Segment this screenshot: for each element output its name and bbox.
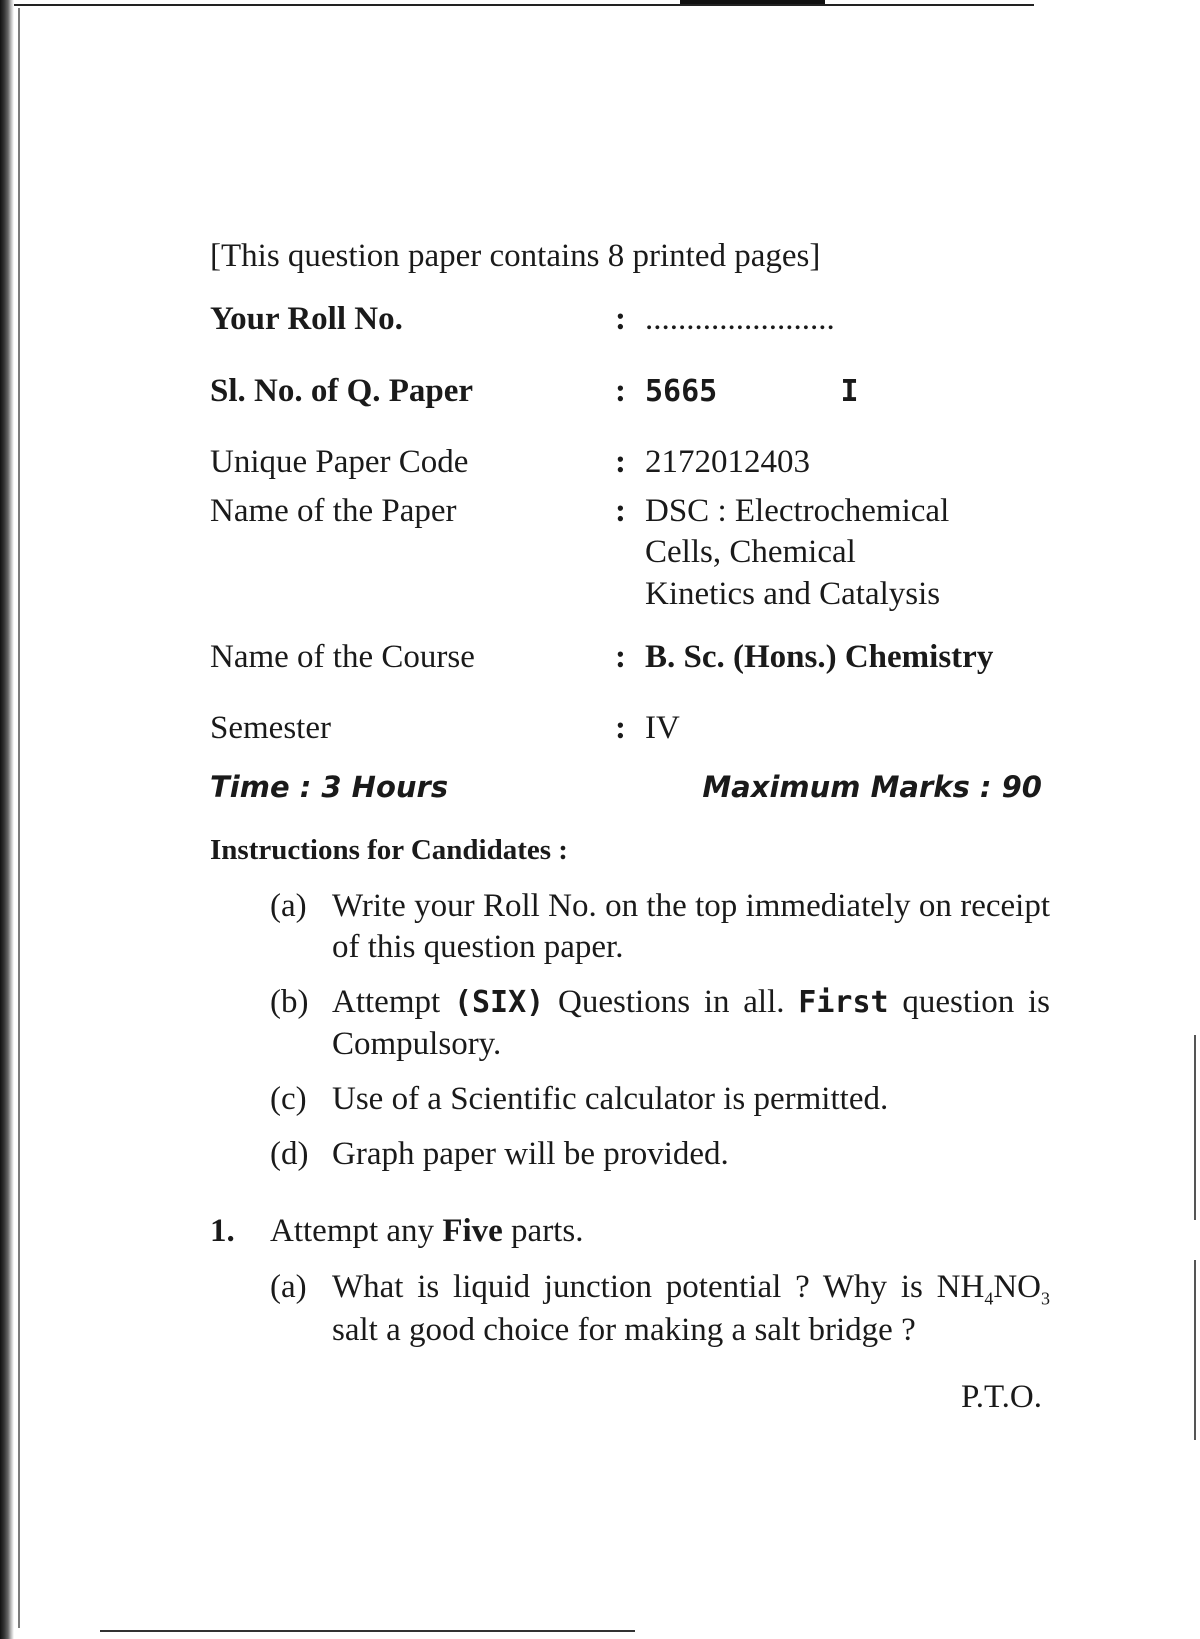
- item-text: What is liquid junction potential ? Why is $NH_4NO_3$ salt a good choice for making a salt bridge ?: [332, 1268, 1050, 1348]
- scan-edge-bottom: [100, 1630, 635, 1632]
- scan-edge-left-line: [18, 8, 20, 1628]
- meta-serial-row: [210, 371, 1050, 412]
- page-count-note: [This question paper contains 8 printed pages]: [210, 238, 821, 274]
- scan-edge-top-mark: [680, 0, 825, 4]
- meta-paper-row: [210, 491, 1050, 615]
- item-letter: (a): [270, 887, 307, 924]
- meta-label: Name of the Paper: [210, 493, 457, 529]
- instructions-heading: Instructions for Candidates :: [210, 833, 568, 866]
- meta-course-row: [210, 637, 1050, 678]
- item-letter: (a): [270, 1268, 307, 1305]
- serial-number: 5665: [645, 373, 718, 409]
- please-turn-over: P.T.O.: [961, 1378, 1042, 1415]
- item-letter: (b): [270, 984, 309, 1021]
- item-text: Use of a Scientific calculator is permitted.: [332, 1080, 889, 1117]
- meta-colon: :: [615, 638, 626, 675]
- paper-name-line: DSC : Electrochemical: [645, 493, 950, 529]
- instructions-list: [270, 886, 1050, 1176]
- item-text: Attempt (SIX) Questions in all. First question is Compulsory.: [332, 984, 1050, 1062]
- question-number: 1.: [210, 1213, 235, 1250]
- meta-colon: :: [615, 301, 626, 338]
- roll-number-blank: .......................: [645, 301, 835, 338]
- question-part-a: [270, 1267, 1050, 1351]
- meta-label: Semester: [210, 710, 331, 746]
- paper-name: [645, 491, 1050, 615]
- item-letter: (c): [270, 1080, 307, 1117]
- paper-name-line: Cells, Chemical: [645, 534, 856, 571]
- course-name: B. Sc. (Hons.) Chemistry: [645, 638, 994, 675]
- scan-edge-right: [1194, 1260, 1196, 1440]
- meta-label: Sl. No. of Q. Paper: [210, 372, 474, 409]
- meta-upc-row: [210, 442, 1050, 483]
- meta-label: Your Roll No.: [210, 301, 403, 338]
- instruction-item: [270, 1079, 1050, 1120]
- scan-edge-right: [1194, 1035, 1196, 1220]
- meta-roll-row: [210, 299, 1050, 340]
- unique-paper-code: 2172012403: [645, 443, 810, 480]
- meta-colon: :: [615, 493, 626, 529]
- scan-edge-left: [0, 0, 14, 1639]
- item-text: Write your Roll No. on the top immediately on receipt of this question paper.: [332, 887, 1050, 965]
- question-instruction: Attempt any Five parts.: [270, 1213, 584, 1250]
- meta-semester-row: [210, 708, 1050, 749]
- meta-colon: :: [615, 443, 626, 480]
- question-1: [210, 1211, 1050, 1351]
- meta-label: Unique Paper Code: [210, 443, 469, 480]
- scan-edge-top: [14, 4, 1034, 6]
- time-allowed: Time : 3 Hours: [210, 770, 449, 805]
- serial-suffix: I: [840, 373, 859, 409]
- paper-name-line: Kinetics and Catalysis: [645, 575, 941, 612]
- item-letter: (d): [270, 1136, 309, 1172]
- meta-colon: :: [615, 372, 626, 409]
- maximum-marks: Maximum Marks : 90: [702, 770, 1042, 805]
- time-marks-row: [210, 769, 1050, 805]
- meta-label: Name of the Course: [210, 638, 475, 675]
- instruction-item: [270, 886, 1050, 969]
- instruction-item: [270, 982, 1050, 1065]
- item-text: Graph paper will be provided.: [332, 1136, 729, 1172]
- meta-colon: :: [615, 710, 626, 746]
- question-body: [270, 1211, 1050, 1351]
- question-paper-page: [210, 236, 1050, 1418]
- semester-value: IV: [645, 710, 680, 746]
- instruction-item: [270, 1134, 1050, 1175]
